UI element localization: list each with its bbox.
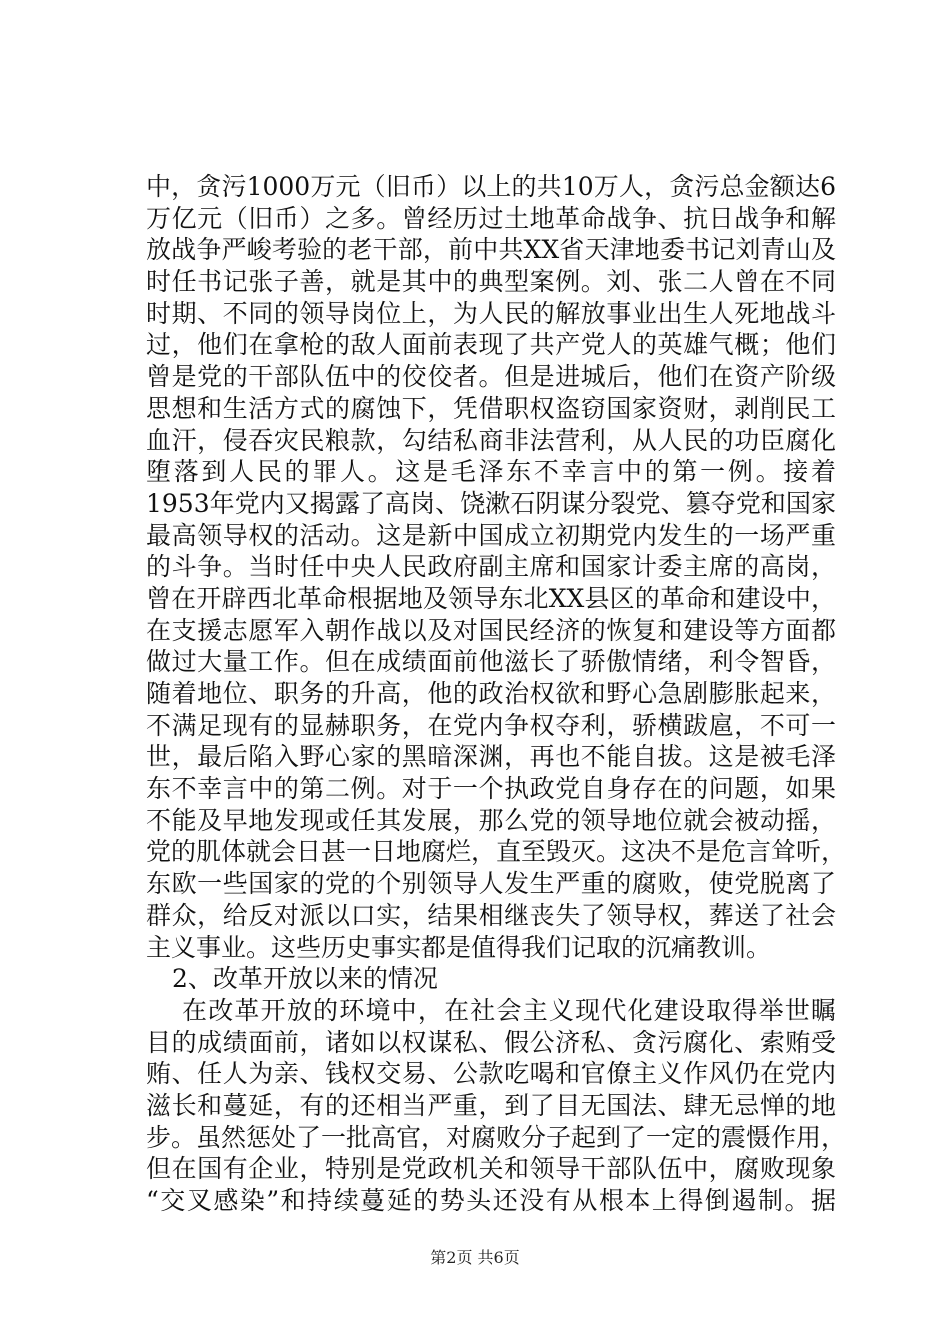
body-line: 在改革开放的环境中，在社会主义现代化建设取得举世瞩 <box>182 995 836 1025</box>
body-line: 1953年党内又揭露了高岗、饶漱石阴谋分裂党、篡夺党和国家 <box>146 488 836 518</box>
body-line: 做过大量工作。但在成绩面前他滋长了骄傲情绪，利令智昏， <box>146 647 836 677</box>
body-line: 过，他们在拿枪的敌人面前表现了共产党人的英雄气概；他们 <box>146 330 836 360</box>
document-body <box>146 171 847 1217</box>
body-line: 血汗，侵吞灾民粮款，勾结私商非法营利，从人民的功臣腐化 <box>146 425 836 455</box>
body-line: 主义事业。这些历史事实都是值得我们记取的沉痛教训。 <box>146 932 772 962</box>
body-line: 曾是党的干部队伍中的佼佼者。但是进城后，他们在资产阶级 <box>146 362 836 392</box>
body-line: 的斗争。当时任中央人民政府副主席和国家计委主席的高岗， <box>146 552 836 582</box>
body-line: 东不幸言中的第二例。对于一个执政党自身存在的问题，如果 <box>146 774 836 804</box>
body-line: 万亿元（旧币）之多。曾经历过土地革命战争、抗日战争和解 <box>146 203 836 233</box>
body-line: 放战争严峻考验的老干部，前中共XX省天津地委书记刘青山及 <box>146 235 836 265</box>
body-line: 滋长和蔓延，有的还相当严重，到了目无国法、肆无忌惮的地 <box>146 1090 836 1120</box>
body-line: “交叉感染”和持续蔓延的势头还没有从根本上得倒遏制。据 <box>146 1186 836 1215</box>
body-line: 时期、不同的领导岗位上，为人民的解放事业出生人死地战斗 <box>146 298 836 328</box>
body-line: 党的肌体就会日甚一日地腐烂，直至毁灭。这决不是危言耸听， <box>146 837 847 867</box>
body-line: 在支援志愿军入朝作战以及对国民经济的恢复和建设等方面都 <box>146 615 836 645</box>
body-line: 步。虽然惩处了一批高官，对腐败分子起到了一定的震慑作用， <box>146 1122 847 1152</box>
body-line: 不能及早地发现或任其发展，那么党的领导地位就会被动摇， <box>146 805 836 835</box>
body-line: 东欧一些国家的党的个别领导人发生严重的腐败，使党脱离了 <box>146 869 836 899</box>
body-line: 思想和生活方式的腐蚀下，凭借职权盗窃国家资财，剥削民工 <box>146 393 836 423</box>
page-number-footer: 第2页 共6页 <box>430 1248 520 1267</box>
section-heading: 2、改革开放以来的情况 <box>172 964 438 994</box>
body-line: 最高领导权的活动。这是新中国成立初期党内发生的一场严重 <box>146 520 836 550</box>
body-line: 堕落到人民的罪人。这是毛泽东不幸言中的第一例。接着 <box>146 457 836 487</box>
body-line: 但在国有企业，特别是党政机关和领导干部队伍中，腐败现象 <box>146 1154 836 1184</box>
body-line: 世，最后陷入野心家的黑暗深渊，再也不能自拔。这是被毛泽 <box>146 742 836 772</box>
body-line: 贿、任人为亲、钱权交易、公款吃喝和官僚主义作风仍在党内 <box>146 1059 836 1089</box>
body-line: 时任书记张子善，就是其中的典型案例。刘、张二人曾在不同 <box>146 267 836 297</box>
body-line: 随着地位、职务的升高，他的政治权欲和野心急剧膨胀起来， <box>146 679 836 708</box>
body-line: 群众，给反对派以口实，结果相继丧失了领导权，葬送了社会 <box>146 900 836 930</box>
body-line: 曾在开辟西北革命根据地及领导东北XX县区的革命和建设中， <box>146 583 836 613</box>
body-line: 不满足现有的显赫职务，在党内争权夺利，骄横跋扈，不可一 <box>146 710 836 740</box>
body-line: 目的成绩面前，诸如以权谋私、假公济私、贪污腐化、索贿受 <box>146 1027 836 1057</box>
body-line: 中，贪污1000万元（旧币）以上的共10万人，贪污总金额达6 <box>146 172 836 201</box>
